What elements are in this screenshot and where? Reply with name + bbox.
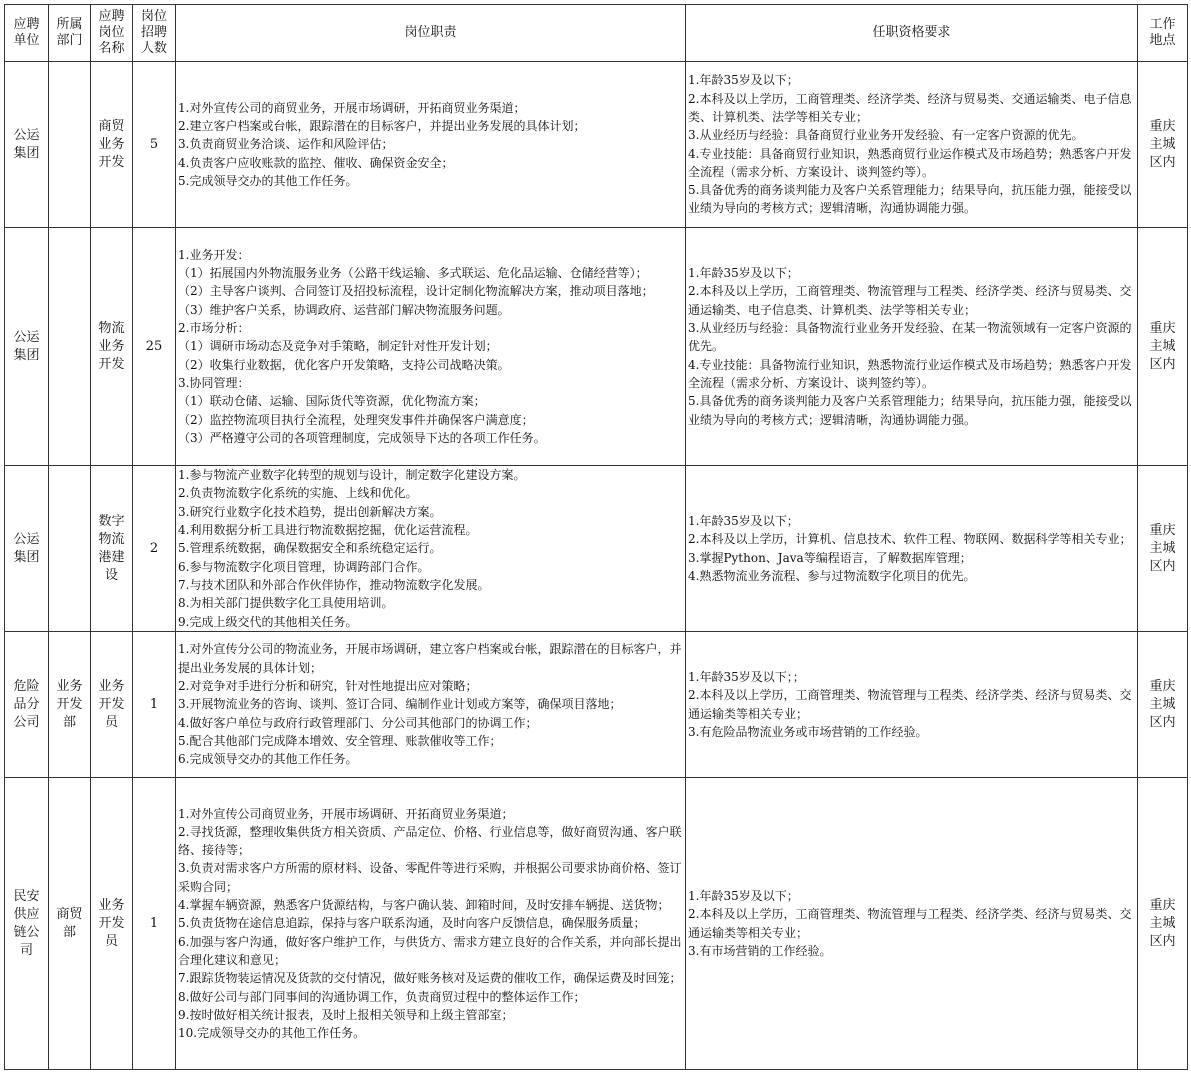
duty-line: 9.按时做好相关统计报表，及时上报相关领导和上级主管部室； <box>178 1007 514 1022</box>
cell-unit: 危险品分公司 <box>5 632 49 778</box>
duty-line: 6.完成领导交办的其他工作任务。 <box>178 752 358 767</box>
cell-count: 5 <box>133 62 176 228</box>
cell-requirements <box>686 62 1138 228</box>
header-row <box>5 5 1188 62</box>
cell-count: 1 <box>133 778 176 1070</box>
cell-position: 商贸业务开发 <box>91 62 133 228</box>
requirement-line: 2.本科及以上学历，工商管理类、经济学类、经济与贸易类、交通运输类、电子信息类、计算机类、法学等相关专业； <box>688 91 1132 124</box>
cell-position: 业务开发员 <box>91 632 133 778</box>
cell-count: 25 <box>133 228 176 466</box>
duty-line: 9.完成上级交代的其他相关任务。 <box>178 614 358 629</box>
duty-line: 2.负责物流数字化系统的实施、上线和优化。 <box>178 486 418 501</box>
duty-line: （3）严格遵守公司的各项管理制度，完成领导下达的各项工作任务。 <box>178 430 546 445</box>
requirement-line: 3.从业经历与经验：具备物流行业业务开发经验、在某一物流领域有一定客户资源的优先。 <box>688 321 1132 354</box>
duty-line: 7.跟踪货物装运情况及货款的交付情况，做好账务核对及运费的催收工作，确保运费及时回笼； <box>178 971 682 986</box>
requirement-line: 2.本科及以上学历，工商管理类、物流管理与工程类、经济学类、经济与贸易类、交通运输类等相关专业； <box>688 907 1132 940</box>
cell-unit: 公运集团 <box>5 62 49 228</box>
requirement-line: 3.从业经历与经验：具备商贸行业业务开发经验、有一定客户资源的优先。 <box>688 128 1084 143</box>
table-header <box>5 5 1188 62</box>
requirement-line: 5.具备优秀的商务谈判能力及客户关系管理能力；结果导向，抗压能力强，能接受以业绩为导向的考核方式；逻辑清晰，沟通协调能力强。 <box>688 183 1132 216</box>
cell-position: 物流业务开发 <box>91 228 133 466</box>
cell-requirements <box>686 466 1138 632</box>
duty-line: 4.做好客户单位与政府行政管理部门、分公司其他部门的协调工作； <box>178 715 538 730</box>
cell-location: 重庆主城区内 <box>1138 466 1188 632</box>
duty-line: 2.对竞争对手进行分析和研究，针对性地提出应对策略； <box>178 679 478 694</box>
cell-location: 重庆主城区内 <box>1138 228 1188 466</box>
duty-line: （2）收集行业数据，优化客户开发策略，支持公司战略决策。 <box>178 357 510 372</box>
duty-line: 1.对外宣传分公司的物流业务，开展市场调研，建立客户档案或台帐，跟踪潜在的目标客户，并提出业务发展的具体计划； <box>178 642 682 675</box>
requirement-line: 5.具备优秀的商务谈判能力及客户关系管理能力；结果导向，抗压能力强，能接受以业绩为导向的考核方式；逻辑清晰，沟通协调能力强。 <box>688 394 1132 427</box>
cell-dept <box>49 62 91 228</box>
cell-position: 业务开发员 <box>91 778 133 1070</box>
duty-line: 2.建立客户档案或台帐，跟踪潜在的目标客户，并提出业务发展的具体计划； <box>178 119 586 134</box>
duty-line: （1）拓展国内外物流服务业务（公路干线运输、多式联运、危化品运输、仓储经营等）； <box>178 266 648 281</box>
duty-line: 3.负责对需求客户方所需的原材料、设备、零配件等进行采购，并根据公司要求协商价格、签订采购合同； <box>178 861 682 894</box>
requirement-line: 3.有危险品物流业务或市场营销的工作经验。 <box>688 724 928 739</box>
cell-location: 重庆主城区内 <box>1138 62 1188 228</box>
cell-dept: 商贸部 <box>49 778 91 1070</box>
header-location: 工作地点 <box>1138 5 1188 62</box>
duty-line: （3）维护客户关系，协调政府、运营部门解决物流服务问题。 <box>178 302 510 317</box>
duty-line: 6.参与物流数字化项目管理，协调跨部门合作。 <box>178 559 430 574</box>
header-unit: 应聘单位 <box>5 5 49 62</box>
duty-line: 10.完成领导交办的其他工作任务。 <box>178 1026 366 1041</box>
cell-unit: 公运集团 <box>5 466 49 632</box>
cell-location: 重庆主城区内 <box>1138 632 1188 778</box>
recruitment-table <box>4 4 1188 1070</box>
cell-count: 1 <box>133 632 176 778</box>
duty-line: 3.协同管理： <box>178 375 250 390</box>
table-row <box>5 62 1188 228</box>
duty-line: 6.加强与客户沟通，做好客户维护工作，与供货方、需求方建立良好的合作关系，并向部长提出合理化建议和意见； <box>178 934 682 967</box>
duty-line: （2）监控物流项目执行全流程，处理突发事件并确保客户满意度； <box>178 412 534 427</box>
duty-line: （1）联动仓储、运输、国际货代等资源，优化物流方案； <box>178 394 486 409</box>
requirement-line: 1.年龄35岁及以下；； <box>688 669 805 684</box>
requirement-line: 3.掌握Python、Java等编程语言，了解数据库管理； <box>688 550 972 565</box>
requirement-line: 1.年龄35岁及以下； <box>688 266 799 281</box>
header-duties: 岗位职责 <box>176 5 686 62</box>
duty-line: 2.寻找货源，整理收集供货方相关资质、产品定位、价格、行业信息等，做好商贸沟通、客户联络、接待等； <box>178 824 682 858</box>
duty-line: 3.研究行业数字化技术趋势，提出创新解决方案。 <box>178 504 442 519</box>
table-row <box>5 466 1188 632</box>
requirement-line: 4.熟悉物流业务流程、参与过物流数字化项目的优先。 <box>688 568 976 583</box>
cell-duties <box>176 466 686 632</box>
duty-line: 5.负责货物在途信息追踪，保持与客户联系沟通，及时向客户反馈信息，确保服务质量； <box>178 916 646 931</box>
cell-dept: 业务开发部 <box>49 632 91 778</box>
header-count: 岗位招聘人数 <box>133 5 176 62</box>
cell-dept <box>49 228 91 466</box>
cell-duties <box>176 778 686 1070</box>
duty-line: 8.为相关部门提供数字化工具使用培训。 <box>178 596 394 611</box>
cell-duties <box>176 62 686 228</box>
duty-line: 3.开展物流业务的咨询、谈判、签订合同、编制作业计划或方案等，确保项目落地； <box>178 697 622 712</box>
cell-dept <box>49 466 91 632</box>
duty-line: 5.完成领导交办的其他工作任务。 <box>178 173 358 188</box>
cell-requirements <box>686 228 1138 466</box>
header-position: 应聘岗位名称 <box>91 5 133 62</box>
requirement-line: 1.年龄35岁及以下； <box>688 513 799 528</box>
duty-line: 8.做好公司与部门同事间的沟通协调工作，负责商贸过程中的整体运作工作； <box>178 989 586 1004</box>
cell-requirements <box>686 632 1138 778</box>
duty-line: 5.管理系统数据，确保数据安全和系统稳定运行。 <box>178 541 442 556</box>
duty-line: 1.对外宣传公司的商贸业务，开展市场调研，开拓商贸业务渠道； <box>178 100 526 115</box>
duty-line: 7.与技术团队和外部合作伙伴协作，推动物流数字化发展。 <box>178 577 490 592</box>
table-body <box>5 62 1188 1070</box>
duty-line: 4.负责客户应收账款的监控、催收、确保资金安全； <box>178 155 454 170</box>
cell-duties <box>176 228 686 466</box>
duty-line: 4.利用数据分析工具进行物流数据挖掘，优化运营流程。 <box>178 523 478 538</box>
table-row <box>5 778 1188 1070</box>
requirement-line: 2.本科及以上学历，计算机、信息技术、软件工程、物联网、数据科学等相关专业； <box>688 532 1132 547</box>
cell-location: 重庆主城区内 <box>1138 778 1188 1070</box>
cell-requirements <box>686 778 1138 1070</box>
requirement-line: 1.年龄35岁及以下； <box>688 888 799 903</box>
requirement-line: 2.本科及以上学历，工商管理类、物流管理与工程类、经济学类、经济与贸易类、交通运输类等相关专业； <box>688 688 1132 721</box>
requirement-line: 2.本科及以上学历，工商管理类、物流管理与工程类、经济学类、经济与贸易类、交通运输类、电子信息类、计算机类、法学等相关专业； <box>688 284 1132 317</box>
cell-position: 数字物流港建设 <box>91 466 133 632</box>
cell-unit: 民安供应链公司 <box>5 778 49 1070</box>
requirement-line: 3.有市场营销的工作经验。 <box>688 943 832 958</box>
cell-duties <box>176 632 686 778</box>
duty-line: 3.负责商贸业务洽谈、运作和风险评估； <box>178 137 394 152</box>
duty-line: 2.市场分析： <box>178 321 250 336</box>
duty-line: 1.参与物流产业数字化转型的规划与设计，制定数字化建设方案。 <box>178 468 526 483</box>
header-requirements: 任职资格要求 <box>686 5 1138 62</box>
requirement-line: 4.专业技能：具备物流行业知识，熟悉物流行业运作模式及市场趋势；熟悉客户开发全流程（需求分析、方案设计、谈判签约等）。 <box>688 357 1132 390</box>
table-row <box>5 228 1188 466</box>
duty-line: 5.配合其他部门完成降本增效、安全管理、账款催收等工作； <box>178 733 502 748</box>
table-row <box>5 632 1188 778</box>
duty-line: 1.业务开发： <box>178 247 250 262</box>
duty-line: （2）主导客户谈判、合同签订及招投标流程，设计定制化物流解决方案，推动项目落地； <box>178 284 654 299</box>
requirement-line: 4.专业技能：具备商贸行业知识，熟悉商贸行业运作模式及市场趋势；熟悉客户开发全流程（需求分析、方案设计、谈判签约等）。 <box>688 146 1132 179</box>
duty-line: （1）调研市场动态及竞争对手策略，制定针对性开发计划； <box>178 339 498 354</box>
duty-line: 4.掌握车辆资源，熟悉客户货源结构，与客户确认装、卸箱时间，及时安排车辆提、送货物； <box>178 898 670 913</box>
cell-unit: 公运集团 <box>5 228 49 466</box>
header-dept: 所属部门 <box>49 5 91 62</box>
cell-count: 2 <box>133 466 176 632</box>
duty-line: 1.对外宣传公司商贸业务，开展市场调研、开拓商贸业务渠道； <box>178 806 514 821</box>
requirement-line: 1.年龄35岁及以下； <box>688 73 799 88</box>
